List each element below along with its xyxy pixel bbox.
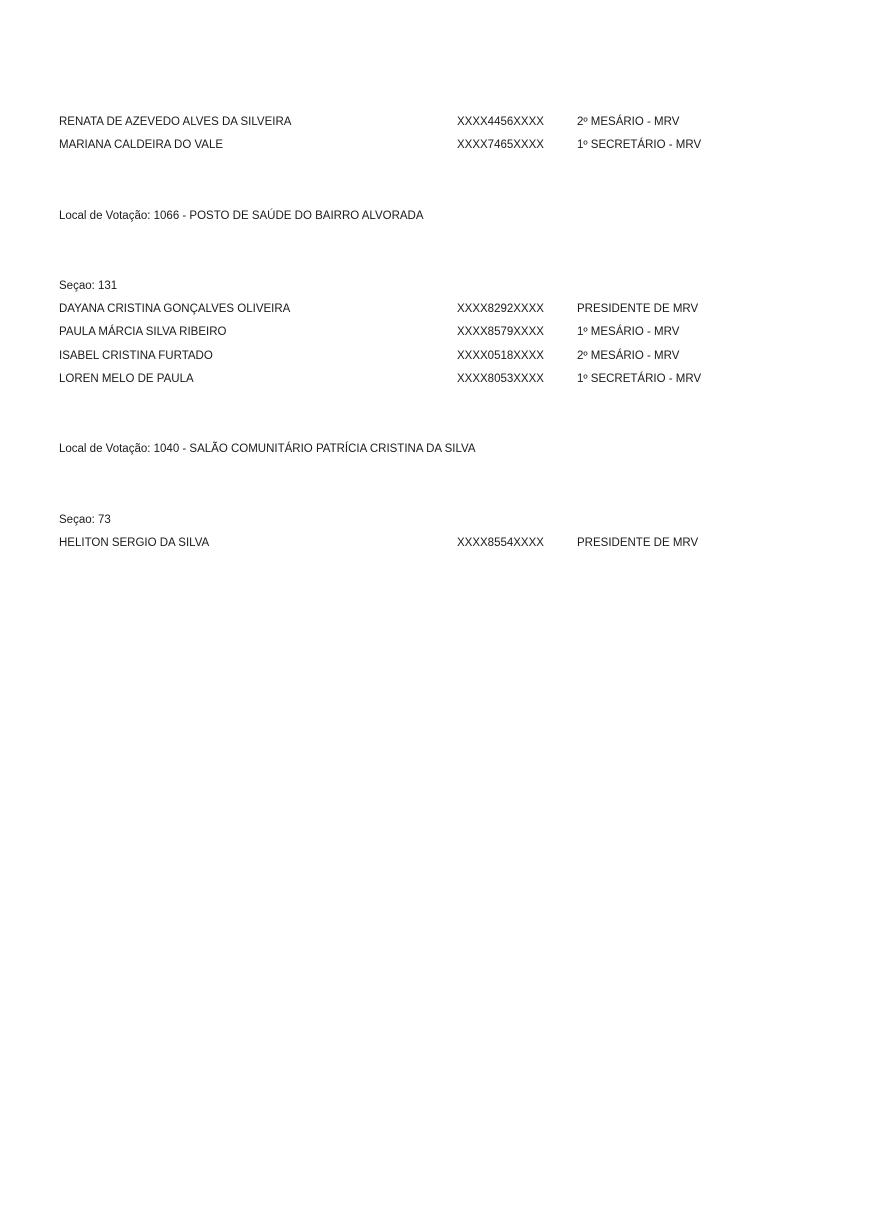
section-heading: Seçao: 131 xyxy=(59,280,118,292)
member-name: MARIANA CALDEIRA DO VALE xyxy=(59,139,224,151)
table-row xyxy=(0,535,870,551)
member-document: XXXX8579XXXX xyxy=(457,326,544,338)
section-heading: Seçao: 73 xyxy=(59,514,111,526)
member-document: XXXX0518XXXX xyxy=(457,350,544,362)
table-row xyxy=(0,371,870,387)
table-row xyxy=(0,301,870,317)
member-document: XXXX8292XXXX xyxy=(457,303,544,315)
member-document: XXXX8053XXXX xyxy=(457,373,544,385)
member-name: PAULA MÁRCIA SILVA RIBEIRO xyxy=(59,326,227,338)
member-name: ISABEL CRISTINA FURTADO xyxy=(59,350,213,362)
table-row xyxy=(0,137,870,153)
member-name: LOREN MELO DE PAULA xyxy=(59,373,194,385)
table-row xyxy=(0,348,870,364)
member-role: PRESIDENTE DE MRV xyxy=(577,303,699,315)
voting-location-heading: Local de Votação: 1040 - SALÃO COMUNITÁRIO PATRÍCIA CRISTINA DA SILVA xyxy=(59,443,476,455)
member-document: XXXX8554XXXX xyxy=(457,537,544,549)
member-name: HELITON SERGIO DA SILVA xyxy=(59,537,210,549)
member-document: XXXX4456XXXX xyxy=(457,116,544,128)
voting-location-heading: Local de Votação: 1066 - POSTO DE SAÚDE DO BAIRRO ALVORADA xyxy=(59,210,424,222)
member-name: DAYANA CRISTINA GONÇALVES OLIVEIRA xyxy=(59,303,291,315)
table-row xyxy=(0,324,870,340)
member-role: 2º MESÁRIO - MRV xyxy=(577,350,680,362)
member-role: 1º SECRETÁRIO - MRV xyxy=(577,373,702,385)
member-document: XXXX7465XXXX xyxy=(457,139,544,151)
member-role: 1º SECRETÁRIO - MRV xyxy=(577,139,702,151)
member-name: RENATA DE AZEVEDO ALVES DA SILVEIRA xyxy=(59,116,292,128)
member-role: 2º MESÁRIO - MRV xyxy=(577,116,680,128)
member-role: 1º MESÁRIO - MRV xyxy=(577,326,680,338)
table-row xyxy=(0,114,870,130)
member-role: PRESIDENTE DE MRV xyxy=(577,537,699,549)
